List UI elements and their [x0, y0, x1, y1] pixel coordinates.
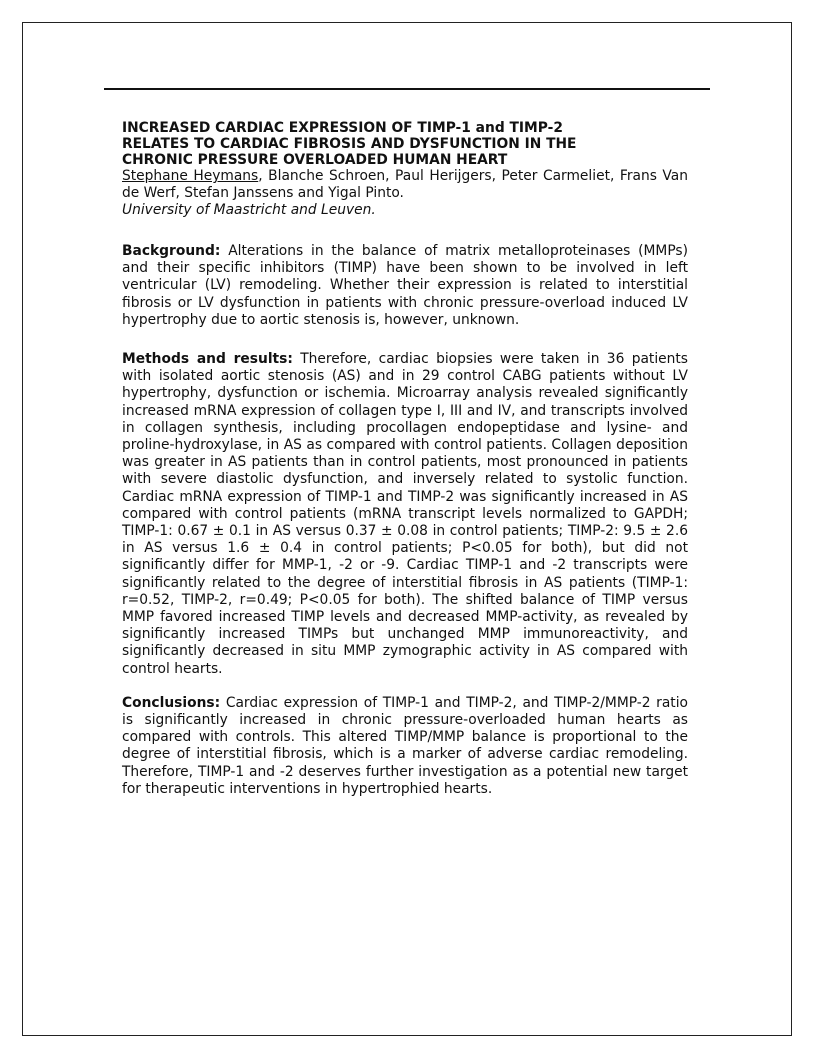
- methods-text: Therefore, cardiac biopsies were taken in 36 patients with isolated aortic stenosis (AS) and in 29 control CABG patients without LV hypertrophy, dysfunction or ischemia. Microarray analysis revealed significantly increased mRNA expression of collagen type I, III and IV, and transcripts involved in collagen synthesis, including procollagen endopeptidase and lysine- and proline-hydroxylase, in AS as compared with control patients. Collagen deposition was greater in AS patients than in control patients, most pronounced in patients with severe diastolic dysfunction, and inversely related to systolic function. Cardiac mRNA expression of TIMP-1 and TIMP-2 was significantly increased in AS compared with control patients (mRNA transcript levels normalized to GAPDH; TIMP-1: 0.67 ± 0.1 in AS versus 0.37 ± 0.08 in control patients; TIMP-2: 9.5 ± 2.6 in AS versus 1.6 ± 0.4 in control patients; P<0.05 for both), but did not significantly differ for MMP-1, -2 or -9. Cardiac TIMP-1 and -2 transcripts were significantly related to the degree of interstitial fibrosis in AS patients (TIMP-1: r=0.52, TIMP-2, r=0.49; P<0.05 for both). The shifted balance of TIMP versus MMP favored increased TIMP levels and decreased MMP-activity, as revealed by significantly increased TIMPs but unchanged MMP immunoreactivity, and significantly decreased in situ MMP zymographic activity in AS compared with control hearts.: [122, 351, 688, 677]
- background-text: Alterations in the balance of matrix metalloproteinases (MMPs) and their specific inhibitors (TIMP) have been shown to be involved in left ventricular (LV) remodeling. Whether their expression is related to interstitial fibrosis or LV dysfunction in patients with chronic pressure-overload induced LV hypertrophy due to aortic stenosis is, however, unknown.: [122, 243, 688, 328]
- methods-heading: Methods and results:: [122, 351, 293, 368]
- title-line-3: CHRONIC PRESSURE OVERLOADED HUMAN HEART: [122, 152, 508, 168]
- methods-section: [122, 351, 688, 678]
- co-authors: , Blanche Schroen, Paul Herijgers, Peter Carmeliet, Frans Van de Werf, Stefan Janssens and Yigal Pinto.: [122, 168, 688, 201]
- abstract-title: [122, 120, 688, 168]
- conclusions-heading: Conclusions:: [122, 694, 221, 711]
- conclusions-text: Cardiac expression of TIMP-1 and TIMP-2, and TIMP-2/MMP-2 ratio is significantly increased in chronic pressure-overloaded human hearts as compared with controls. This altered TIMP/MMP balance is proportional to the degree of interstitial fibrosis, which is a marker of adverse cardiac remodeling. Therefore, TIMP-1 and -2 deserves further investigation as a potential new target for therapeutic interventions in hypertrophied hearts.: [122, 694, 688, 797]
- header-rule: [104, 88, 710, 90]
- author-list: [122, 168, 688, 202]
- abstract: [122, 120, 688, 798]
- presenting-author: Stephane Heymans: [122, 168, 259, 184]
- conclusions-section: [122, 695, 688, 798]
- background-section: [122, 243, 688, 329]
- title-line-1: INCREASED CARDIAC EXPRESSION OF TIMP-1 and TIMP-2: [122, 120, 563, 136]
- affiliation: University of Maastricht and Leuven.: [122, 202, 376, 218]
- background-heading: Background:: [122, 243, 221, 259]
- title-line-2: RELATES TO CARDIAC FIBROSIS AND DYSFUNCTION IN THE: [122, 136, 577, 152]
